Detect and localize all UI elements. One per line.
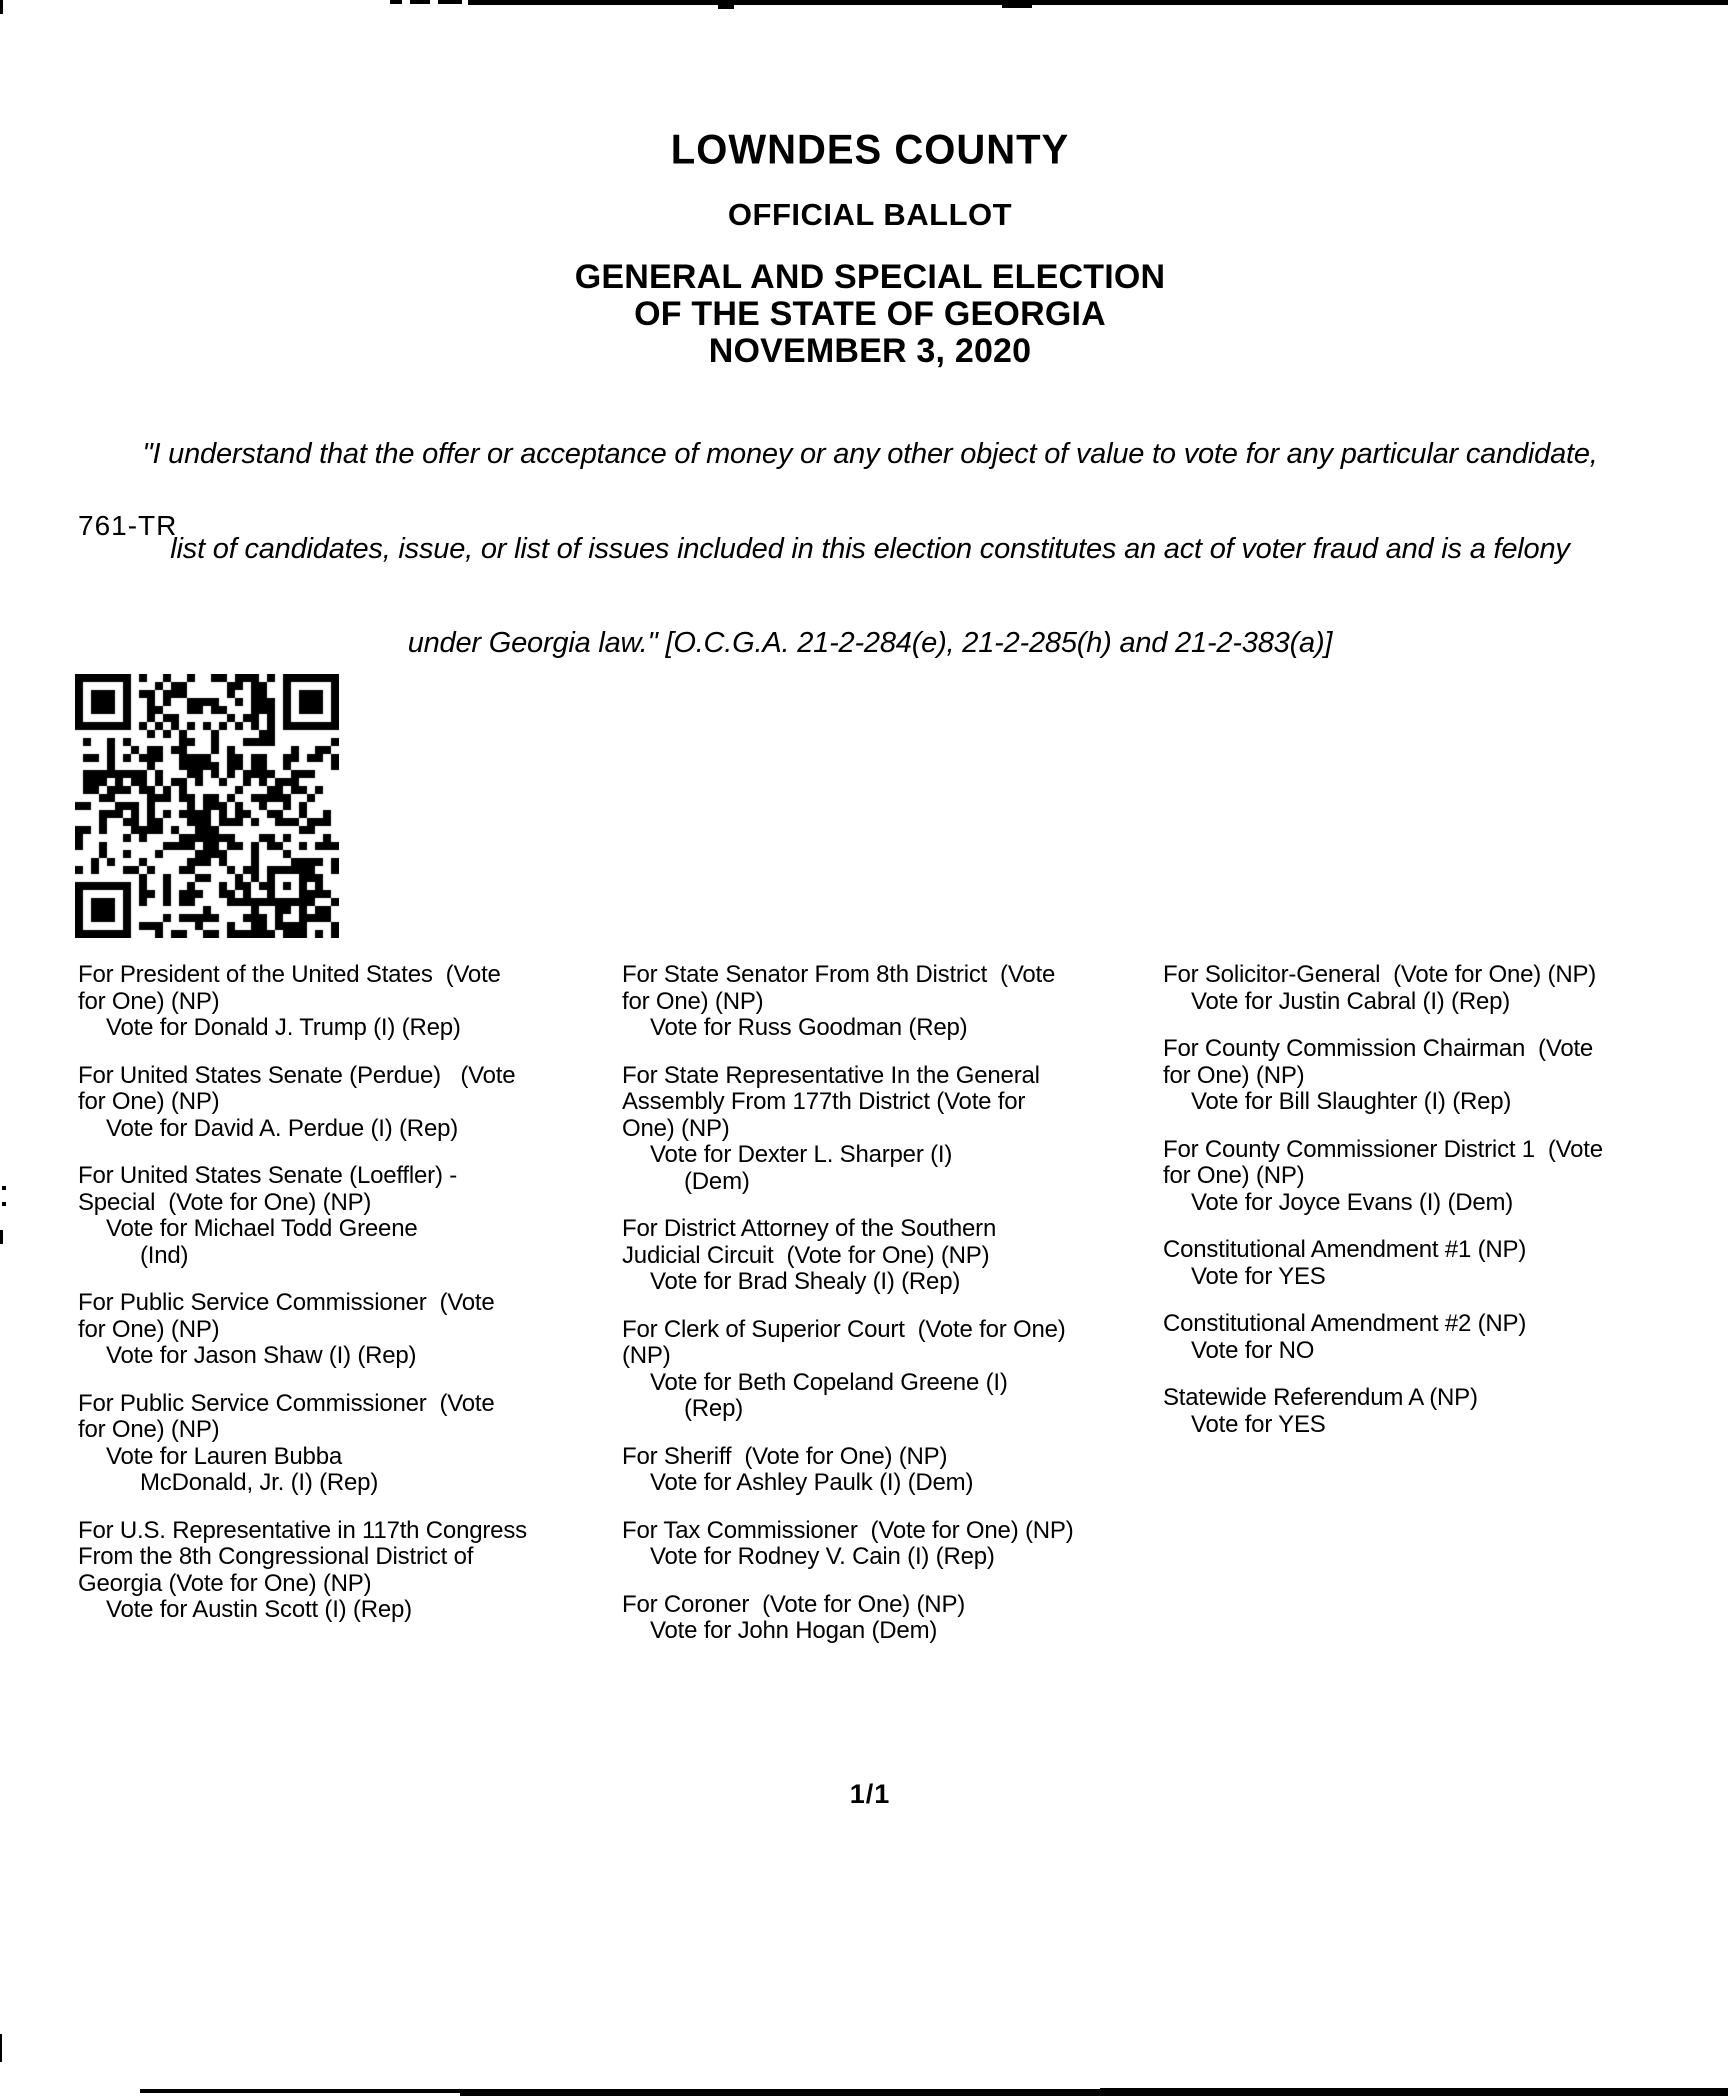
vote-selection-line: Vote for Ashley Paulk (I) (Dem) [650, 1469, 974, 1496]
election-title-line: OF THE STATE OF GEORGIA [634, 295, 1106, 333]
vote-selection-line: Vote for YES [1191, 1410, 1326, 1438]
contest-title-line: for One) (NP) [1163, 1162, 1305, 1189]
contest [622, 1444, 1170, 1497]
scan-artifact-top-dash [390, 0, 402, 4]
vote-selection-line: Vote for John Hogan (Dem) [650, 1617, 938, 1644]
vote-selection-line: Vote for Rodney V. Cain (I) (Rep) [650, 1543, 995, 1570]
contest [78, 1163, 630, 1269]
vote-selection-line: (Dem) [684, 1167, 750, 1195]
vote-selection-line: Vote for Austin Scott (I) (Rep) [106, 1596, 412, 1623]
scan-artifact-top-line [468, 0, 1728, 5]
scan-artifact-top-dash [438, 0, 462, 4]
page-number: 1/1 [849, 1779, 891, 1809]
contest-title-line: For State Senator From 8th District (Vote [622, 961, 1056, 988]
contest-title-line: For United States Senate (Loeffler) - [78, 1162, 458, 1189]
contest [78, 962, 630, 1042]
contest-columns [78, 962, 1728, 1662]
vote-selection-line: Vote for YES [1191, 1262, 1326, 1290]
contest-title-line: for One) (NP) [78, 1416, 220, 1443]
election-title-line: NOVEMBER 3, 2020 [708, 332, 1032, 370]
contest [1163, 1036, 1728, 1116]
ballot-qr-code [75, 674, 339, 938]
contest-title-line: For U.S. Representative in 117th Congress [78, 1516, 527, 1544]
contest-title-line: Judicial Circuit (Vote for One) (NP) [622, 1241, 990, 1269]
contest [622, 1592, 1170, 1645]
vote-selection-line: Vote for NO [1191, 1336, 1315, 1364]
contest-title-line: For President of the United States (Vote [78, 961, 501, 988]
contest-title-line: for One) (NP) [622, 987, 764, 1015]
contest [78, 1518, 630, 1624]
contest-title-line: From the 8th Congressional District of [78, 1543, 474, 1570]
contest [622, 1518, 1170, 1571]
vote-selection-line: Vote for Joyce Evans (I) (Dem) [1191, 1188, 1514, 1216]
disclaimer-line: list of candidates, issue, or list of issues included in this election constitutes an act of voter fraud and is a felony [170, 532, 1570, 565]
contest [78, 1063, 630, 1143]
ballot-column [78, 962, 630, 1645]
contest [78, 1290, 630, 1370]
contest-title-line: For Sheriff (Vote for One) (NP) [622, 1442, 948, 1470]
contest-title-line: (NP) [622, 1342, 671, 1369]
election-title-line: GENERAL AND SPECIAL ELECTION [574, 258, 1166, 296]
contest-title-line: for One) (NP) [78, 1088, 220, 1115]
vote-selection-line: Vote for Brad Shealy (I) (Rep) [650, 1268, 961, 1295]
contest [78, 1391, 630, 1497]
contest-title-line: Statewide Referendum A (NP) [1163, 1384, 1478, 1411]
contest-title-line: Constitutional Amendment #2 (NP) [1163, 1310, 1527, 1337]
contest-title-line: For Public Service Commissioner (Vote [78, 1289, 495, 1316]
vote-selection-line: Vote for Donald J. Trump (I) (Rep) [106, 1014, 461, 1041]
contest-title-line: For United States Senate (Perdue) (Vote [78, 1061, 516, 1089]
voter-fraud-disclaimer [34, 376, 1706, 723]
vote-selection-line: Vote for Russ Goodman (Rep) [650, 1014, 968, 1041]
scan-artifact-corner-tick [0, 0, 3, 14]
contest-title-line: For County Commission Chairman (Vote [1163, 1035, 1594, 1062]
contest-title-line: For County Commissioner District 1 (Vote [1163, 1135, 1603, 1163]
ballot-column [622, 962, 1170, 1666]
contest [1163, 1137, 1728, 1217]
vote-selection-line: (Ind) [140, 1241, 189, 1269]
contest [622, 1317, 1170, 1423]
scan-artifact-left-dash [0, 2034, 2, 2062]
scan-artifact-bottom-line [1100, 2088, 1728, 2096]
contest-title-line: Constitutional Amendment #1 (NP) [1163, 1236, 1527, 1263]
scan-artifact-left-dot [2, 1202, 6, 1206]
election-title [40, 259, 1700, 370]
contest-title-line: for One) (NP) [78, 1315, 220, 1343]
vote-selection-line: Vote for Jason Shaw (I) (Rep) [106, 1342, 417, 1369]
contest-title-line: For Solicitor-General (Vote for One) (NP) [1163, 961, 1597, 988]
disclaimer-line: "I understand that the offer or acceptance of money or any other object of value to vote for any particular candidate, [142, 438, 1598, 470]
vote-selection-line: Vote for Dexter L. Sharper (I) [650, 1141, 953, 1168]
contest-title-line: Special (Vote for One) (NP) [78, 1188, 372, 1216]
ballot-type-title: OFFICIAL BALLOT [727, 197, 1013, 232]
contest-title-line: for One) (NP) [1163, 1061, 1305, 1089]
contest [1163, 1311, 1728, 1364]
contest-title-line: For Coroner (Vote for One) (NP) [622, 1590, 966, 1618]
scan-artifact-top-blob [718, 0, 734, 9]
contest [1163, 962, 1728, 1015]
ballot-header [40, 128, 1700, 370]
vote-selection-line: Vote for Bill Slaughter (I) (Rep) [1191, 1088, 1512, 1115]
contest [622, 1063, 1170, 1196]
contest-title-line: One) (NP) [622, 1114, 730, 1142]
vote-selection-line: Vote for David A. Perdue (I) (Rep) [106, 1114, 459, 1142]
vote-selection-line: Vote for Lauren Bubba [106, 1442, 342, 1470]
contest-title-line: For Public Service Commissioner (Vote [78, 1389, 495, 1417]
contest [1163, 1385, 1728, 1438]
scan-artifact-left-dot [2, 1186, 6, 1190]
contest-title-line: Assembly From 177th District (Vote for [622, 1088, 1026, 1115]
contest [622, 1216, 1170, 1296]
scan-artifact-top-blob [1002, 0, 1032, 8]
scan-artifact-top-dash [410, 0, 430, 4]
vote-selection-line: Vote for Michael Todd Greene [106, 1215, 418, 1242]
contest-title-line: Georgia (Vote for One) (NP) [78, 1569, 372, 1597]
ballot-column [1163, 962, 1728, 1459]
contest [1163, 1237, 1728, 1290]
contest-title-line: For Clerk of Superior Court (Vote for One) [622, 1315, 1066, 1343]
contest-title-line: for One) (NP) [78, 987, 220, 1015]
contest-title-line: For District Attorney of the Southern [622, 1215, 997, 1242]
vote-selection-line: McDonald, Jr. (I) (Rep) [140, 1469, 379, 1496]
contest-title-line: For State Representative In the General [622, 1061, 1040, 1089]
contest-title-line: For Tax Commissioner (Vote for One) (NP) [622, 1516, 1074, 1544]
vote-selection-line: Vote for Beth Copeland Greene (I) [650, 1368, 1008, 1396]
vote-selection-line: (Rep) [684, 1395, 744, 1422]
scan-artifact-left-dash [0, 1230, 3, 1244]
county-title: LOWNDES COUNTY [670, 126, 1070, 174]
contest [622, 962, 1170, 1042]
ballot-style-code: 761-TR [78, 510, 178, 541]
disclaimer-line: under Georgia law." [O.C.G.A. 21-2-284(e), 21-2-285(h) and 21-2-383(a)] [407, 627, 1333, 659]
vote-selection-line: Vote for Justin Cabral (I) (Rep) [1191, 987, 1511, 1015]
